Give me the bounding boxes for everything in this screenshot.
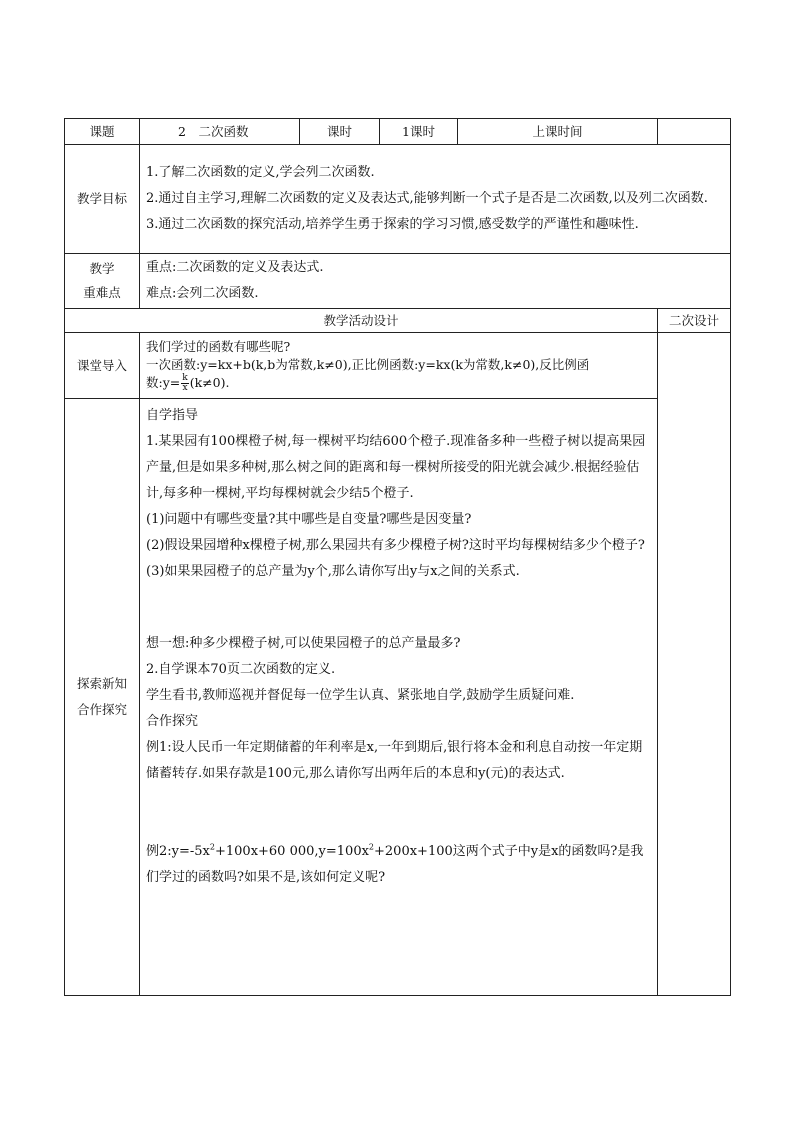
question-1: (1)问题中有哪些变量?其中哪些是自变量?哪些是因变量? bbox=[146, 512, 472, 527]
design-title: 教学活动设计 bbox=[65, 309, 658, 333]
question-3: (3)如果果园橙子的总产量为y个,那么请你写出y与x之间的关系式. bbox=[146, 564, 520, 579]
explore-content bbox=[140, 399, 658, 996]
header-row bbox=[65, 119, 731, 145]
explore-label-line1: 探索新知 bbox=[76, 676, 127, 691]
key-points-label bbox=[65, 254, 140, 309]
key-points-label-line1: 教学 bbox=[89, 261, 115, 276]
design-header-row bbox=[65, 309, 731, 333]
intro-line: 我们学过的函数有哪些呢? bbox=[146, 339, 291, 354]
lesson-plan-table bbox=[64, 118, 731, 996]
goal-item: 3.通过二次函数的探究活动,培养学生勇于探索的学习习惯,感受数学的严谨性和趣味性. bbox=[146, 217, 639, 232]
example-2-part-c: +200x+100这两个式子中y是x的函数吗?是我们学过的函数吗?如果不是,该如何定义呢? bbox=[146, 844, 644, 885]
class-time-value bbox=[658, 119, 731, 145]
secondary-design-title: 二次设计 bbox=[658, 309, 731, 333]
intro-line: 一次函数:y=kx+b(k,b为常数,k≠0),正比例函数:y=kx(k为常数,k≠0),反比例函 bbox=[146, 357, 590, 372]
problem-2: 2.自学课本70页二次函数的定义. bbox=[146, 662, 336, 677]
intro-row bbox=[65, 333, 731, 399]
explore-label-line2: 合作探究 bbox=[76, 702, 127, 717]
key-points-label-line2: 重难点 bbox=[83, 285, 121, 300]
answer-space bbox=[146, 585, 651, 631]
intro-label: 课堂导入 bbox=[65, 333, 140, 399]
intro-line3-suffix: (k≠0). bbox=[189, 375, 230, 390]
intro-content bbox=[140, 333, 658, 399]
difficulty-point: 难点:会列二次函数. bbox=[146, 286, 259, 301]
example-2-part-b: +100x+60 000,y=100x bbox=[214, 844, 369, 859]
secondary-design-cell bbox=[658, 333, 731, 996]
intro-line bbox=[146, 374, 651, 393]
explore-label bbox=[65, 399, 140, 996]
fraction-denominator: x bbox=[182, 383, 188, 393]
intro-line3-prefix: 数:y= bbox=[146, 375, 181, 390]
think-prompt: 想一想:种多少棵橙子树,可以使果园橙子的总产量最多? bbox=[146, 636, 461, 651]
exponent: 2 bbox=[368, 842, 375, 852]
key-point: 重点:二次函数的定义及表达式. bbox=[146, 260, 324, 275]
inverse-fraction bbox=[181, 374, 188, 393]
goal-item: 1.了解二次函数的定义,学会列二次函数. bbox=[146, 165, 375, 180]
class-time-label: 上课时间 bbox=[458, 119, 658, 145]
fraction-numerator: k bbox=[182, 373, 188, 383]
self-study-title: 自学指导 bbox=[146, 408, 199, 423]
exponent: 2 bbox=[209, 842, 215, 852]
period-label: 课时 bbox=[300, 119, 380, 145]
key-points-row bbox=[65, 254, 731, 309]
goals-content bbox=[140, 145, 731, 254]
question-2: (2)假设果园增种x棵橙子树,那么果园共有多少棵橙子树?这时平均每棵树结多少个橙子? bbox=[146, 538, 645, 553]
example-2-part-a: 例2:y=-5x bbox=[146, 844, 210, 859]
goals-row bbox=[65, 145, 731, 254]
answer-space bbox=[146, 787, 651, 839]
course-title: 2 二次函数 bbox=[140, 119, 300, 145]
course-label: 课题 bbox=[65, 119, 140, 145]
example-2 bbox=[146, 839, 651, 891]
students-activity: 学生看书,教师巡视并督促每一位学生认真、紧张地自学,鼓励学生质疑问难. bbox=[146, 688, 575, 703]
key-points-content bbox=[140, 254, 731, 309]
goal-item: 2.通过自主学习,理解二次函数的定义及表达式,能够判断一个式子是否是二次函数,以及列二次函数. bbox=[146, 191, 708, 206]
explore-row bbox=[65, 399, 731, 996]
problem-1: 1.某果园有100棵橙子树,每一棵树平均结600个橙子.现准备多种一些橙子树以提高果园产量,但是如果多种树,那么树之间的距离和每一棵树所接受的阳光就会减少.根据经验估计,每多种一棵树,平均每棵树就会少结5个橙子. bbox=[146, 434, 646, 501]
period-value: 1课时 bbox=[380, 119, 458, 145]
goals-label: 教学目标 bbox=[65, 145, 140, 254]
example-1: 例1:设人民币一年定期储蓄的年利率是x,一年到期后,银行将本金和利息自动按一年定期储蓄转存.如果存款是100元,那么请你写出两年后的本息和y(元)的表达式. bbox=[146, 740, 643, 781]
coop-title: 合作探究 bbox=[146, 714, 199, 729]
